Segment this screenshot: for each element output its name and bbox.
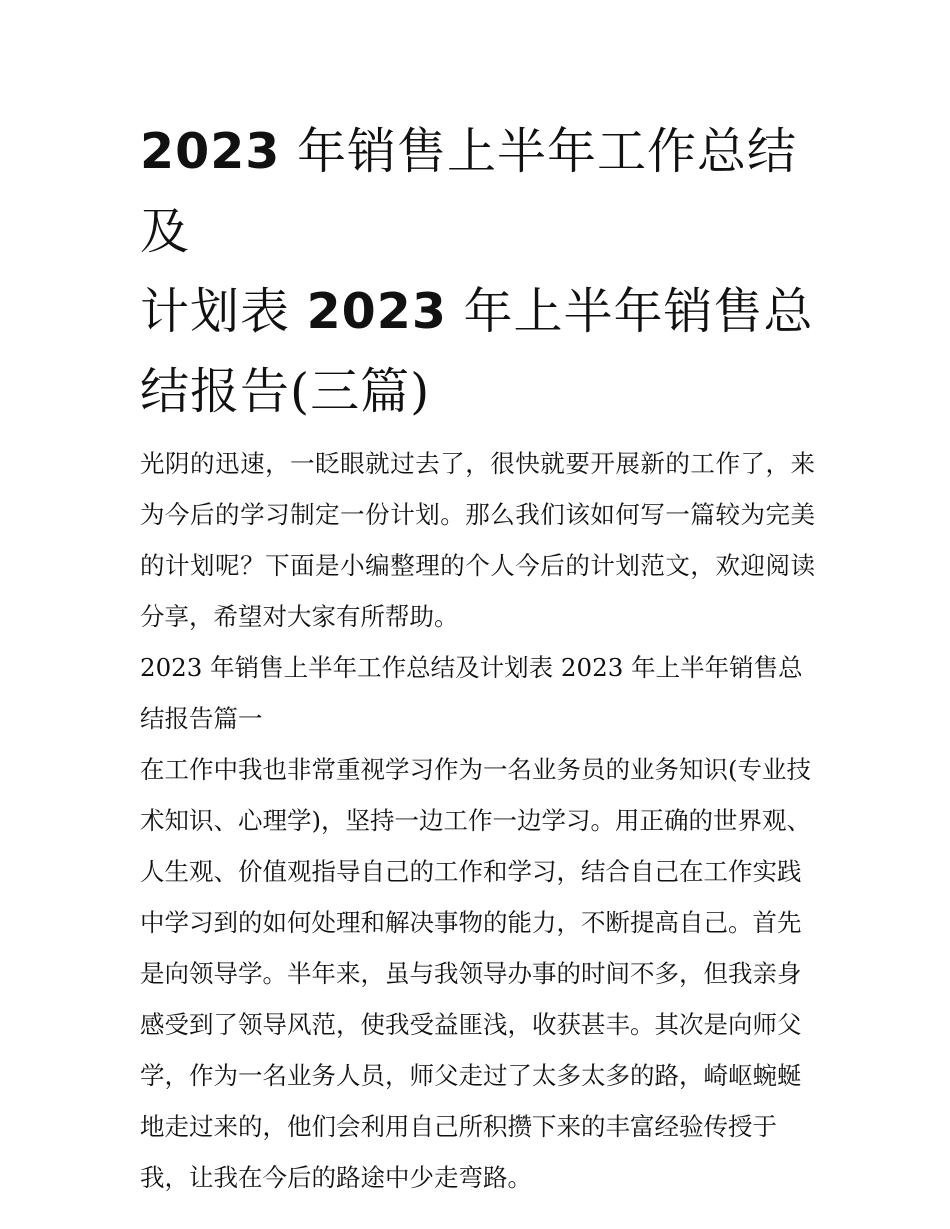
title-year-2: 2023 <box>306 283 447 340</box>
document-title <box>140 112 815 432</box>
title-line-3: 结报告(三篇) <box>140 363 431 420</box>
title-line-1: 年销售上半年工作总结及 <box>140 123 797 260</box>
title-line-2b: 年上半年销售总 <box>446 283 814 340</box>
body-paragraph: 在工作中我也非常重视学习作为一名业务员的业务知识(专业技术知识、心理学)，坚持一边工作一边学习。用正确的世界观、人生观、价值观指导自己的工作和学习，结合自己在工作实践中学习到的如何处理和解决事物的能力，不断提高自己。首先是向领导学。半年来，虽与我领导办事的时间不多，但我亲身感受到了领导风范，使我受益匪浅，收获甚丰。其次是向师父学，作为一名业务人员，师父走过了太多太多的路，崎岖蜿蜒地走过来的，他们会利用自己所积攒下来的丰富经验传授于我，让我在今后的路途中少走弯路。 <box>140 755 812 1192</box>
intro-paragraph: 光阴的迅速，一眨眼就过去了，很快就要开展新的工作了，来为今后的学习制定一份计划。那么我们该如何写一篇较为完美的计划呢？下面是小编整理的个人今后的计划范文，欢迎阅读分享，希望对大家有所帮助。 <box>140 449 815 631</box>
document-page <box>140 112 815 1203</box>
title-year: 2023 <box>140 123 281 180</box>
title-line-2a: 计划表 <box>140 283 307 340</box>
section-heading: 2023 年销售上半年工作总结及计划表 2023 年上半年销售总结报告篇一 <box>140 653 803 733</box>
